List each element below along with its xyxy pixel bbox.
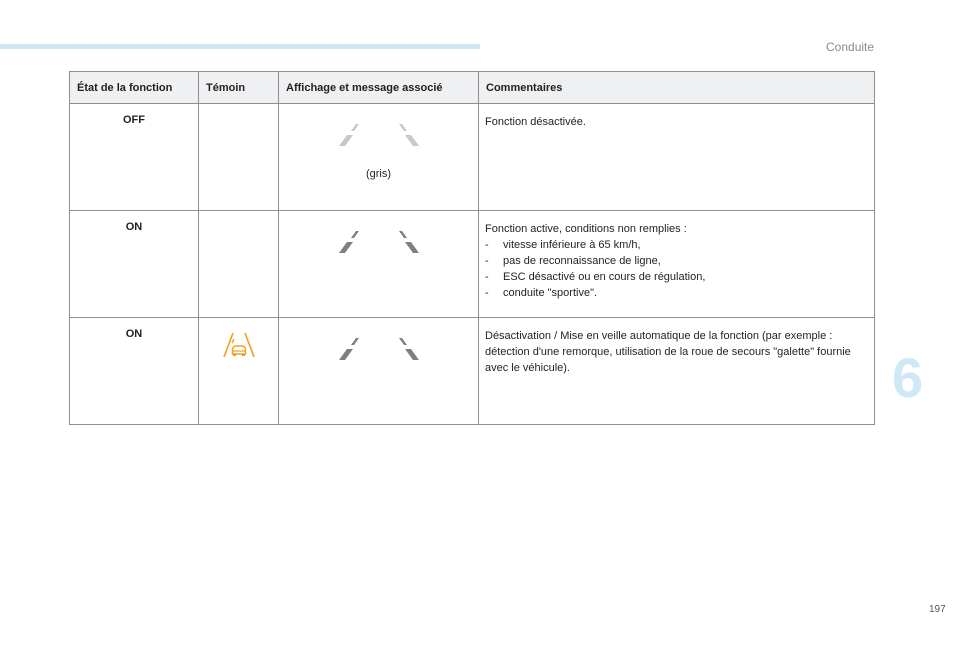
table-row — [70, 104, 875, 211]
chapter-number: 6 — [892, 346, 924, 409]
table-row — [70, 318, 875, 425]
display-caption: (gris) — [365, 168, 392, 180]
lane-markings-icon — [329, 226, 429, 266]
page-number: 197 — [929, 604, 946, 615]
list-item: - vitesse inférieure à 65 km/h, — [485, 239, 641, 251]
column-header-display: Affichage et message associé — [279, 72, 479, 104]
lane-departure-warning-icon — [221, 330, 257, 360]
column-header-state: État de la fonction — [70, 72, 199, 104]
state-label: ON — [125, 221, 143, 233]
lane-markings-icon — [329, 119, 429, 159]
state-label: OFF — [123, 114, 145, 126]
comment-text: Fonction active, conditions non remplies : — [485, 223, 687, 235]
state-cell — [70, 318, 199, 425]
witness-cell — [199, 211, 279, 318]
top-accent-bar — [0, 44, 480, 49]
state-label: ON — [125, 328, 143, 340]
column-header-witness: Témoin — [199, 72, 279, 104]
display-cell — [279, 318, 479, 425]
state-cell — [70, 104, 199, 211]
state-cell — [70, 211, 199, 318]
comment-cell — [479, 318, 875, 425]
table-header-row — [70, 72, 875, 104]
lane-markings-icon — [329, 333, 429, 373]
comment-cell — [479, 211, 875, 318]
list-item: - ESC désactivé ou en cours de régulation, — [485, 271, 706, 283]
table-row — [70, 211, 875, 318]
list-item: - conduite "sportive". — [485, 287, 598, 299]
comment-text: Désactivation / Mise en veille automatique de la fonction (par exemple : détection d'une remorque, utilisation de la roue de secours "galette" fournie avec le véhicule). — [485, 330, 851, 374]
witness-cell — [199, 104, 279, 211]
comment-cell — [479, 104, 875, 211]
column-header-comments: Commentaires — [479, 72, 875, 104]
section-title: Conduite — [826, 40, 875, 54]
list-item: - pas de reconnaissance de ligne, — [485, 255, 661, 267]
comment-text: Fonction désactivée. — [485, 116, 586, 128]
witness-cell — [199, 318, 279, 425]
function-status-table — [69, 71, 875, 425]
display-cell — [279, 211, 479, 318]
display-cell — [279, 104, 479, 211]
